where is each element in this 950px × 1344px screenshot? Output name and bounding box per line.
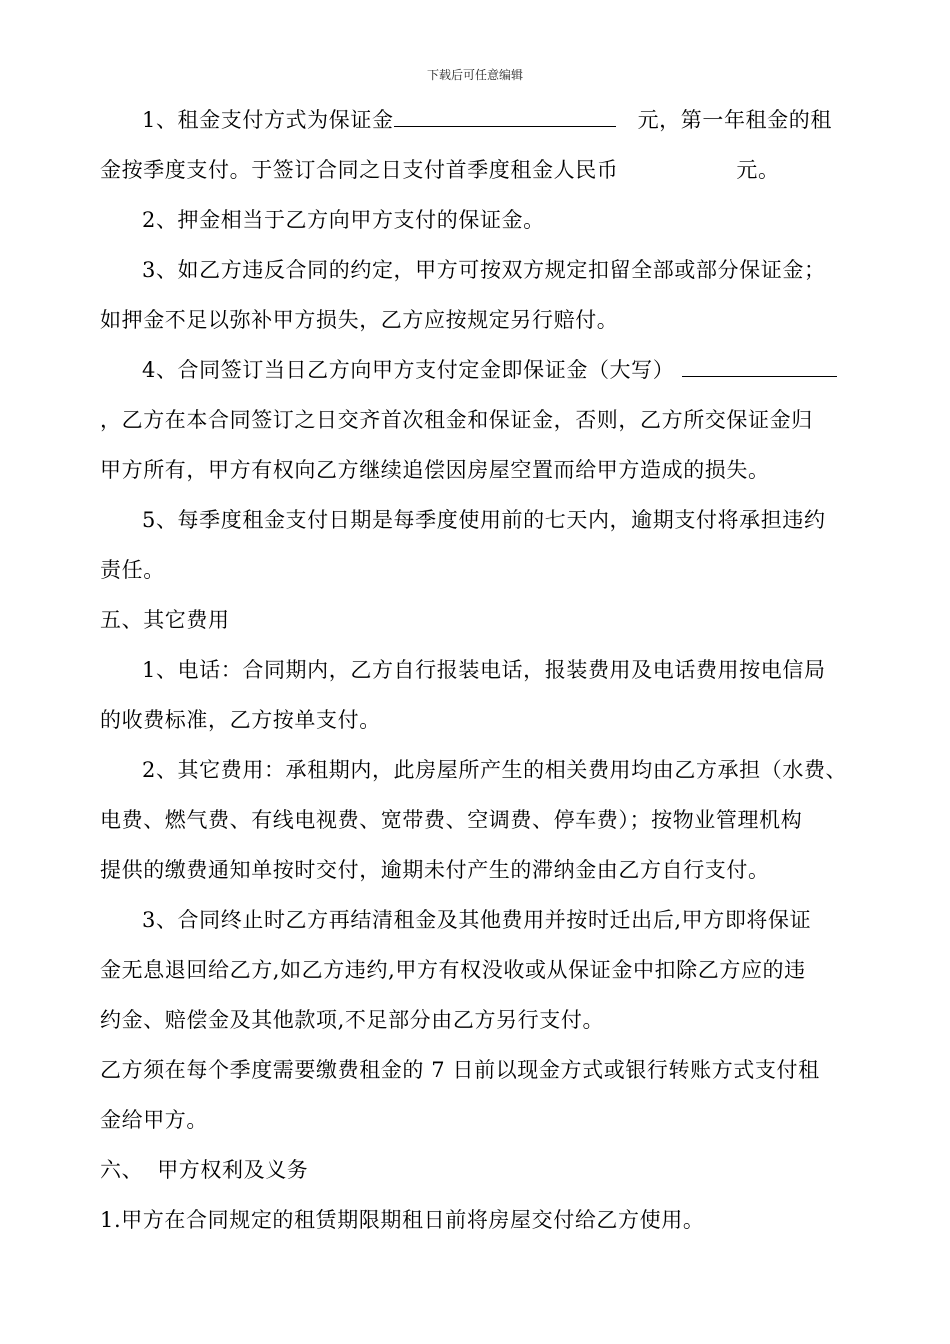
section-6-heading: [100, 1156, 308, 1184]
clause-3-line-2: 如押金不足以弥补甲方损失，乙方应按规定另行赔付。: [100, 308, 619, 332]
clause-1-text-d: 元。: [736, 158, 780, 182]
earnest-money-blank: [682, 356, 837, 377]
clause-4-line-1: [142, 356, 837, 384]
clause-1-text-a: 1、租金支付方式为保证金: [142, 108, 394, 132]
fee-3-line-1: 3、合同终止时乙方再结清租金及其他费用并按时迁出后,甲方即将保证: [142, 908, 812, 932]
clause-4-line-2: ，乙方在本合同签订之日交齐首次租金和保证金，否则，乙方所交保证金归: [100, 408, 813, 432]
clause-1-text-b: 元，第一年租金的租: [637, 108, 832, 132]
clause-1-line-1: [142, 106, 832, 134]
clause-1-text-c: 金按季度支付。于签订合同之日支付首季度租金人民币: [100, 158, 619, 182]
clause-5-line-2: 责任。: [100, 558, 165, 582]
fee-2-line-1: 2、其它费用：承租期内，此房屋所产生的相关费用均由乙方承担（水费、: [142, 758, 848, 782]
clause-3-line-1: 3、如乙方违反合同的约定，甲方可按双方规定扣留全部或部分保证金；: [142, 258, 826, 282]
section-6-number: 六、: [100, 1158, 144, 1182]
fee-1-line-2: 的收费标准，乙方按单支付。: [100, 708, 381, 732]
section-6-title: 甲方权利及义务: [157, 1158, 309, 1182]
page-header: 下载后可任意编辑: [426, 68, 523, 82]
clause-4-line-3: 甲方所有，甲方有权向乙方继续追偿因房屋空置而给甲方造成的损失。: [100, 458, 770, 482]
clause-2-line: 2、押金相当于乙方向甲方支付的保证金。: [142, 208, 545, 232]
landlord-duty-1: 1.甲方在合同规定的租赁期限期租日前将房屋交付给乙方使用。: [100, 1208, 705, 1232]
fee-3-line-3: 约金、赔偿金及其他款项,不足部分由乙方另行支付。: [100, 1008, 605, 1032]
fee-1-line-1: 1、电话：合同期内，乙方自行报装电话，报装费用及电话费用按电信局: [142, 658, 826, 682]
fee-2-line-2: 电费、燃气费、有线电视费、宽带费、空调费、停车费）；按物业管理机构: [100, 808, 803, 832]
fee-2-line-3: 提供的缴费通知单按时交付，逾期未付产生的滞纳金由乙方自行支付。: [100, 858, 770, 882]
clause-4-text: 4、合同签订当日乙方向甲方支付定金即保证金（大写）: [142, 358, 675, 382]
fee-3-line-2: 金无息退回给乙方,如乙方违约,甲方有权没收或从保证金中扣除乙方应的违: [100, 958, 806, 982]
payment-note-line-1: 乙方须在每个季度需要缴费租金的 7 日前以现金方式或银行转账方式支付租: [100, 1058, 820, 1082]
deposit-amount-blank: [394, 106, 616, 127]
clause-5-line-1: 5、每季度租金支付日期是每季度使用前的七天内，逾期支付将承担违约: [142, 508, 826, 532]
section-5-heading: 五、其它费用: [100, 608, 230, 632]
clause-1-line-2: [100, 156, 780, 184]
payment-note-line-2: 金给甲方。: [100, 1108, 208, 1132]
